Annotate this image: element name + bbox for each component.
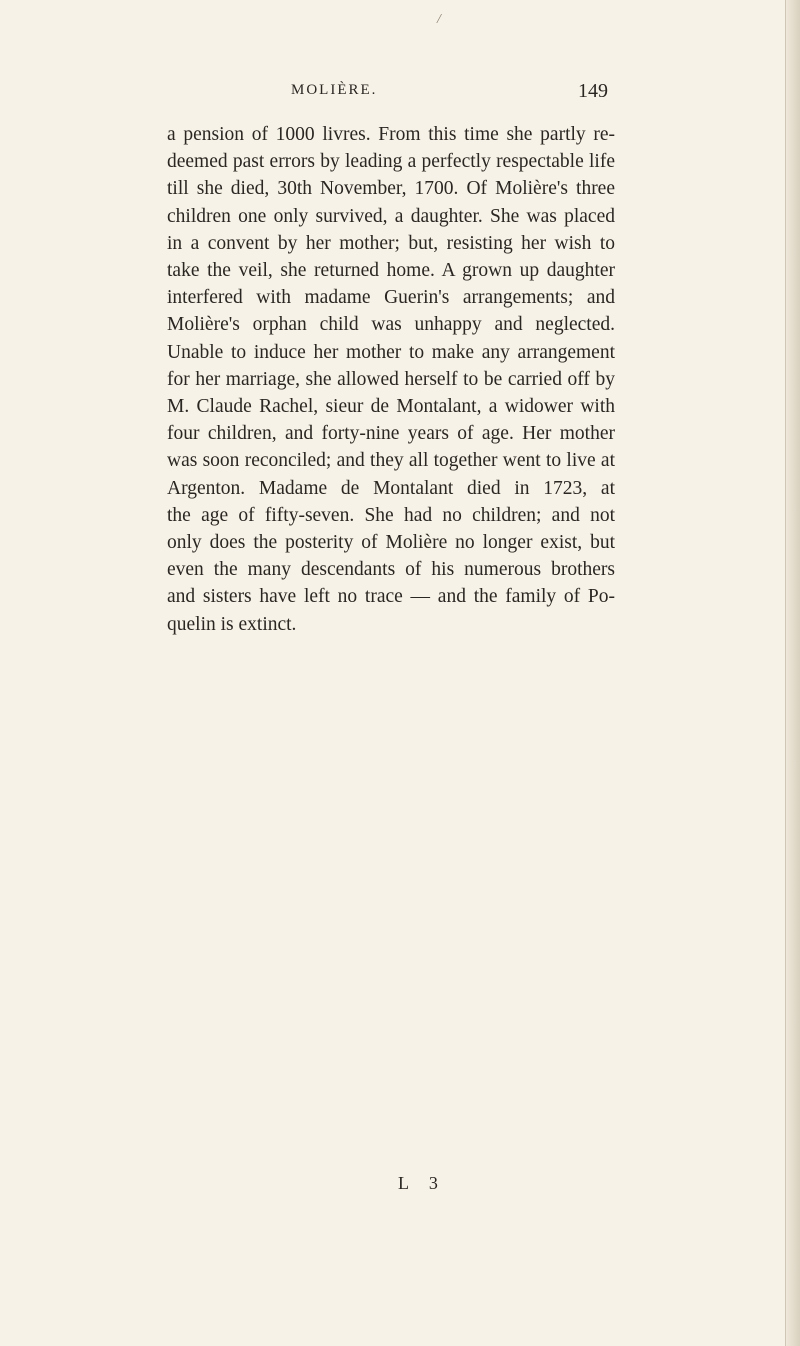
text-line: till she died, 30th November, 1700. Of Molière's three bbox=[167, 178, 615, 200]
text-line: in a convent by her mother; but, resisting her wish to bbox=[167, 232, 615, 254]
text-line: only does the posterity of Molière no longer exist, but bbox=[167, 532, 615, 554]
text-line: Molière's orphan child was unhappy and neglected. bbox=[167, 314, 615, 336]
running-head bbox=[0, 80, 800, 110]
text-line: and sisters have left no trace — and the family of Po- bbox=[167, 586, 615, 608]
signature-mark: L 3 bbox=[398, 1173, 446, 1193]
text-line: a pension of 1000 livres. From this time she partly re- bbox=[167, 124, 615, 145]
text-line: was soon reconciled; and they all together went to live at bbox=[167, 450, 615, 472]
text-line: four children, and forty-nine years of age. Her mother bbox=[167, 423, 615, 445]
text-line: M. Claude Rachel, sieur de Montalant, a widower with bbox=[167, 396, 615, 418]
text-line: for her marriage, she allowed herself to be carried off by bbox=[167, 368, 615, 390]
text-line: quelin is extinct. bbox=[167, 613, 297, 635]
body-text bbox=[167, 121, 615, 638]
text-line: even the many descendants of his numerous brothers bbox=[167, 559, 615, 581]
page-edge bbox=[785, 0, 800, 1346]
text-line: interfered with madame Guerin's arrangements; and bbox=[167, 287, 615, 309]
text-line: deemed past errors by leading a perfectly respectable life bbox=[167, 151, 615, 173]
text-line: children one only survived, a daughter. She was placed bbox=[167, 205, 615, 227]
text-line: Argenton. Madame de Montalant died in 1723, at bbox=[167, 477, 615, 499]
stray-mark: / bbox=[437, 12, 441, 27]
text-line: the age of fifty-seven. She had no children; and not bbox=[167, 504, 615, 526]
text-line: Unable to induce her mother to make any arrangement bbox=[167, 341, 615, 363]
page-number: 149 bbox=[578, 80, 608, 102]
text-line: take the veil, she returned home. A grown up daughter bbox=[167, 260, 615, 282]
running-title: MOLIÈRE. bbox=[291, 82, 378, 98]
